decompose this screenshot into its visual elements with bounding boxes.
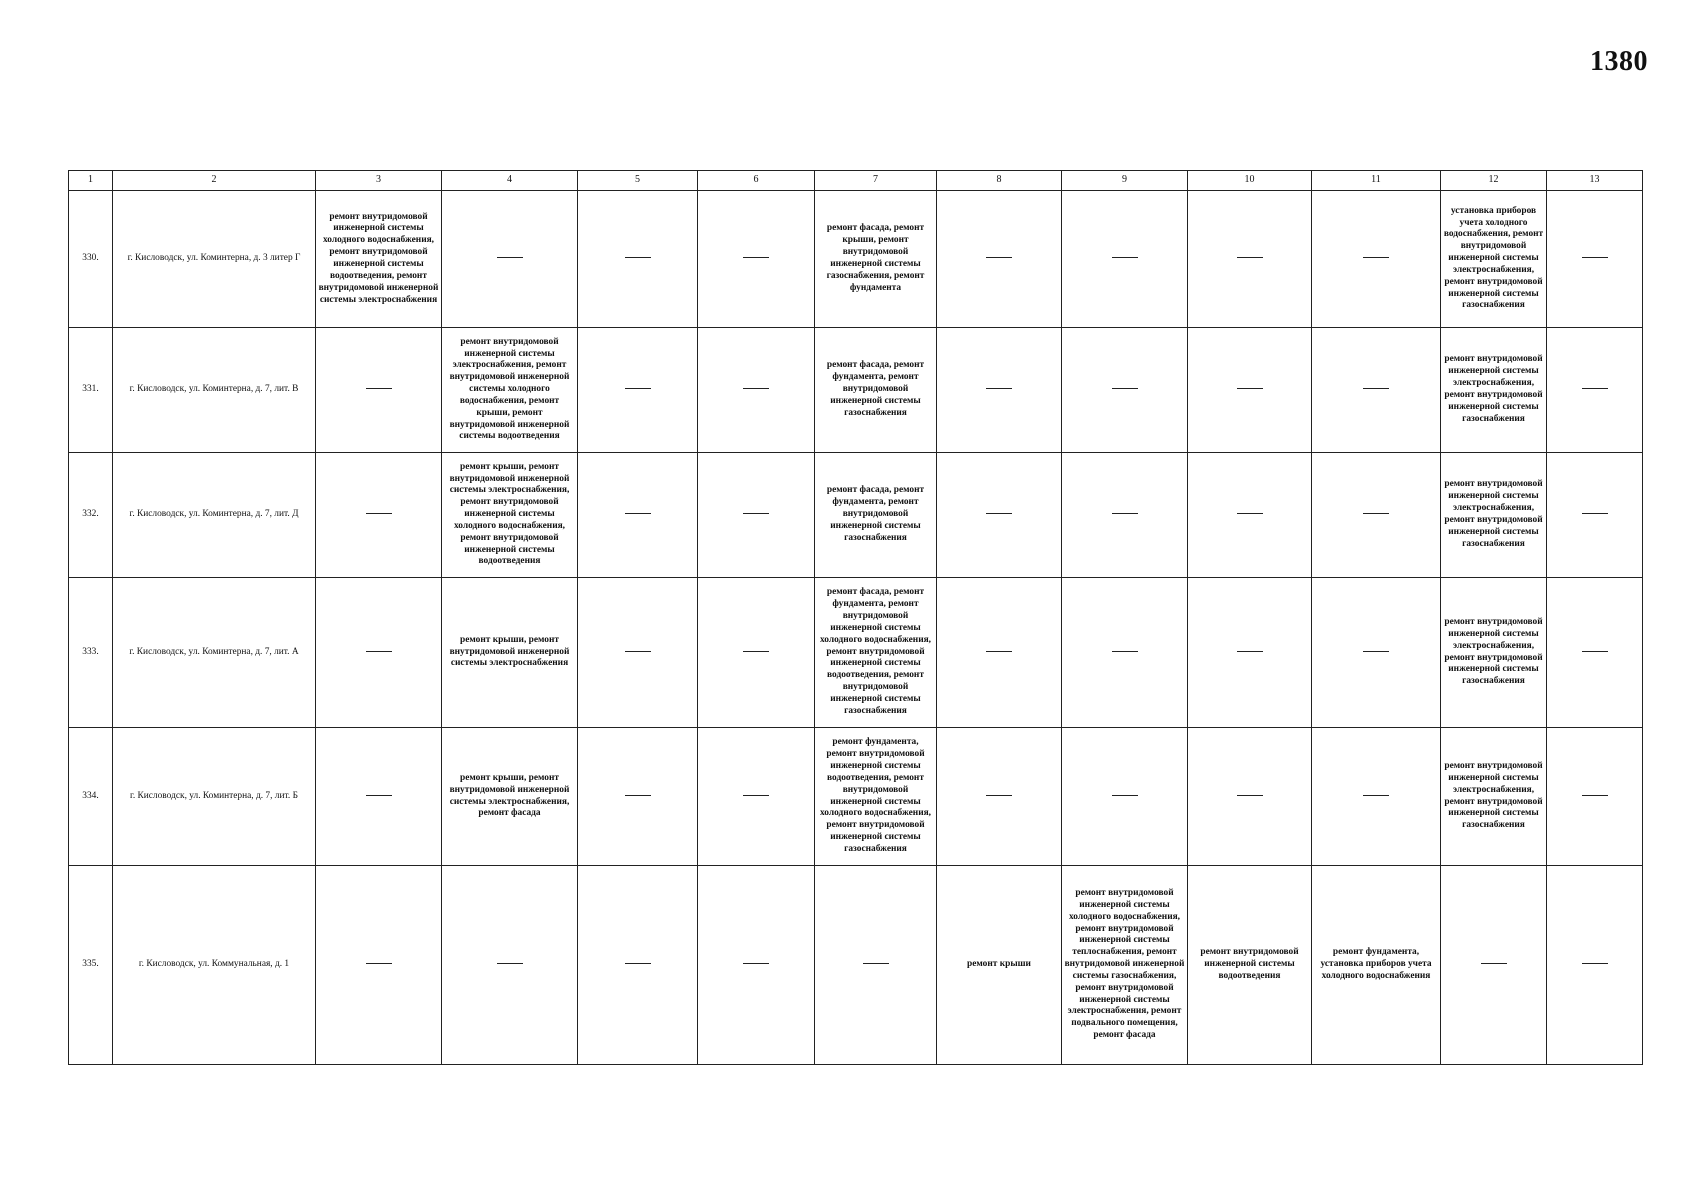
col-header-3: 3	[316, 171, 442, 191]
col-header-6: 6	[698, 171, 815, 191]
dash-cell	[1441, 866, 1547, 1065]
dash-cell	[316, 578, 442, 728]
col-header-9: 9	[1062, 171, 1188, 191]
dash-cell	[1062, 453, 1188, 578]
address-cell: г. Кисловодск, ул. Коммунальная, д. 1	[113, 866, 316, 1065]
works-cell: ремонт внутридомовой инженерной системы водоотведения	[1188, 866, 1312, 1065]
works-cell: ремонт фасада, ремонт фундамента, ремонт внутридомовой инженерной системы холодного водоснабжения, ремонт внутридомовой инженерной системы водоотведения, ремонт внутридомовой инженерной системы газоснабжения	[815, 578, 937, 728]
dash-cell	[1188, 191, 1312, 328]
dash-cell	[937, 728, 1062, 866]
dash-cell	[1547, 453, 1643, 578]
dash-cell	[578, 328, 698, 453]
dash-cell	[815, 866, 937, 1065]
works-cell: ремонт фасада, ремонт фундамента, ремонт внутридомовой инженерной системы газоснабжения	[815, 328, 937, 453]
dash-cell	[1312, 453, 1441, 578]
dash-cell	[698, 328, 815, 453]
col-header-8: 8	[937, 171, 1062, 191]
works-cell: ремонт крыши, ремонт внутридомовой инженерной системы электроснабжения, ремонт фасада	[442, 728, 578, 866]
row-number: 332.	[69, 453, 113, 578]
col-header-10: 10	[1188, 171, 1312, 191]
address-cell: г. Кисловодск, ул. Коминтерна, д. 7, лит. А	[113, 578, 316, 728]
table-row	[69, 866, 1643, 1065]
header-row	[69, 171, 1643, 191]
col-header-13: 13	[1547, 171, 1643, 191]
table-row	[69, 328, 1643, 453]
dash-cell	[1312, 728, 1441, 866]
dash-cell	[1062, 728, 1188, 866]
col-header-7: 7	[815, 171, 937, 191]
dash-cell	[937, 578, 1062, 728]
dash-cell	[316, 328, 442, 453]
works-cell: ремонт крыши, ремонт внутридомовой инженерной системы электроснабжения, ремонт внутридомовой инженерной системы холодного водоснабжения, ремонт внутридомовой инженерной системы водоотведения	[442, 453, 578, 578]
dash-cell	[1062, 191, 1188, 328]
dash-cell	[698, 191, 815, 328]
dash-cell	[698, 866, 815, 1065]
dash-cell	[1312, 578, 1441, 728]
address-cell: г. Кисловодск, ул. Коминтерна, д. 7, лит. В	[113, 328, 316, 453]
dash-cell	[1312, 191, 1441, 328]
dash-cell	[937, 453, 1062, 578]
address-cell: г. Кисловодск, ул. Коминтерна, д. 7, лит. Б	[113, 728, 316, 866]
row-number: 333.	[69, 578, 113, 728]
dash-cell	[578, 728, 698, 866]
works-cell: ремонт внутридомовой инженерной системы электроснабжения, ремонт внутридомовой инженерной системы газоснабжения	[1441, 578, 1547, 728]
works-cell: ремонт фундамента, ремонт внутридомовой инженерной системы водоотведения, ремонт внутридомовой инженерной системы холодного водоснабжения, ремонт внутридомовой инженерной системы газоснабжения	[815, 728, 937, 866]
dash-cell	[316, 728, 442, 866]
works-cell: ремонт крыши, ремонт внутридомовой инженерной системы электроснабжения	[442, 578, 578, 728]
table-row	[69, 578, 1643, 728]
works-cell: ремонт фасада, ремонт крыши, ремонт внутридомовой инженерной системы газоснабжения, ремонт фундамента	[815, 191, 937, 328]
dash-cell	[1188, 728, 1312, 866]
works-cell: ремонт внутридомовой инженерной системы холодного водоснабжения, ремонт внутридомовой инженерной системы водоотведения, ремонт внутридомовой инженерной системы электроснабжения	[316, 191, 442, 328]
repair-schedule-table	[68, 170, 1643, 1065]
col-header-4: 4	[442, 171, 578, 191]
col-header-5: 5	[578, 171, 698, 191]
dash-cell	[1547, 866, 1643, 1065]
dash-cell	[1188, 328, 1312, 453]
dash-cell	[1188, 578, 1312, 728]
table-row	[69, 191, 1643, 328]
table-row	[69, 453, 1643, 578]
col-header-2: 2	[113, 171, 316, 191]
col-header-12: 12	[1441, 171, 1547, 191]
address-cell: г. Кисловодск, ул. Коминтерна, д. 7, лит. Д	[113, 453, 316, 578]
dash-cell	[1547, 191, 1643, 328]
works-cell: установка приборов учета холодного водоснабжения, ремонт внутридомовой инженерной системы электроснабжения, ремонт внутридомовой инженерной системы газоснабжения	[1441, 191, 1547, 328]
dash-cell	[698, 578, 815, 728]
dash-cell	[1547, 578, 1643, 728]
dash-cell	[578, 453, 698, 578]
dash-cell	[316, 866, 442, 1065]
dash-cell	[578, 578, 698, 728]
dash-cell	[578, 191, 698, 328]
dash-cell	[1062, 578, 1188, 728]
dash-cell	[1188, 453, 1312, 578]
works-cell: ремонт внутридомовой инженерной системы электроснабжения, ремонт внутридомовой инженерной системы газоснабжения	[1441, 328, 1547, 453]
dash-cell	[937, 328, 1062, 453]
dash-cell	[1547, 728, 1643, 866]
works-cell: ремонт внутридомовой инженерной системы электроснабжения, ремонт внутридомовой инженерной системы газоснабжения	[1441, 453, 1547, 578]
works-cell: ремонт внутридомовой инженерной системы электроснабжения, ремонт внутридомовой инженерной системы холодного водоснабжения, ремонт крыши, ремонт внутридомовой инженерной системы водоотведения	[442, 328, 578, 453]
works-cell: ремонт фасада, ремонт фундамента, ремонт внутридомовой инженерной системы газоснабжения	[815, 453, 937, 578]
address-cell: г. Кисловодск, ул. Коминтерна, д. 3 литер Г	[113, 191, 316, 328]
dash-cell	[698, 453, 815, 578]
dash-cell	[442, 866, 578, 1065]
dash-cell	[316, 453, 442, 578]
dash-cell	[1312, 328, 1441, 453]
dash-cell	[1062, 328, 1188, 453]
row-number: 330.	[69, 191, 113, 328]
row-number: 331.	[69, 328, 113, 453]
col-header-1: 1	[69, 171, 113, 191]
works-cell: ремонт внутридомовой инженерной системы холодного водоснабжения, ремонт внутридомовой инженерной системы теплоснабжения, ремонт внутридомовой инженерной системы газоснабжения, ремонт внутридомовой инженерной системы электроснабжения, ремонт подвального помещения, ремонт фасада	[1062, 866, 1188, 1065]
dash-cell	[442, 191, 578, 328]
works-cell: ремонт крыши	[937, 866, 1062, 1065]
works-cell: ремонт фундамента, установка приборов учета холодного водоснабжения	[1312, 866, 1441, 1065]
row-number: 334.	[69, 728, 113, 866]
dash-cell	[578, 866, 698, 1065]
row-number: 335.	[69, 866, 113, 1065]
col-header-11: 11	[1312, 171, 1441, 191]
works-cell: ремонт внутридомовой инженерной системы электроснабжения, ремонт внутридомовой инженерной системы газоснабжения	[1441, 728, 1547, 866]
dash-cell	[937, 191, 1062, 328]
dash-cell	[1547, 328, 1643, 453]
table-row	[69, 728, 1643, 866]
dash-cell	[698, 728, 815, 866]
page-number: 1380	[1590, 46, 1648, 77]
